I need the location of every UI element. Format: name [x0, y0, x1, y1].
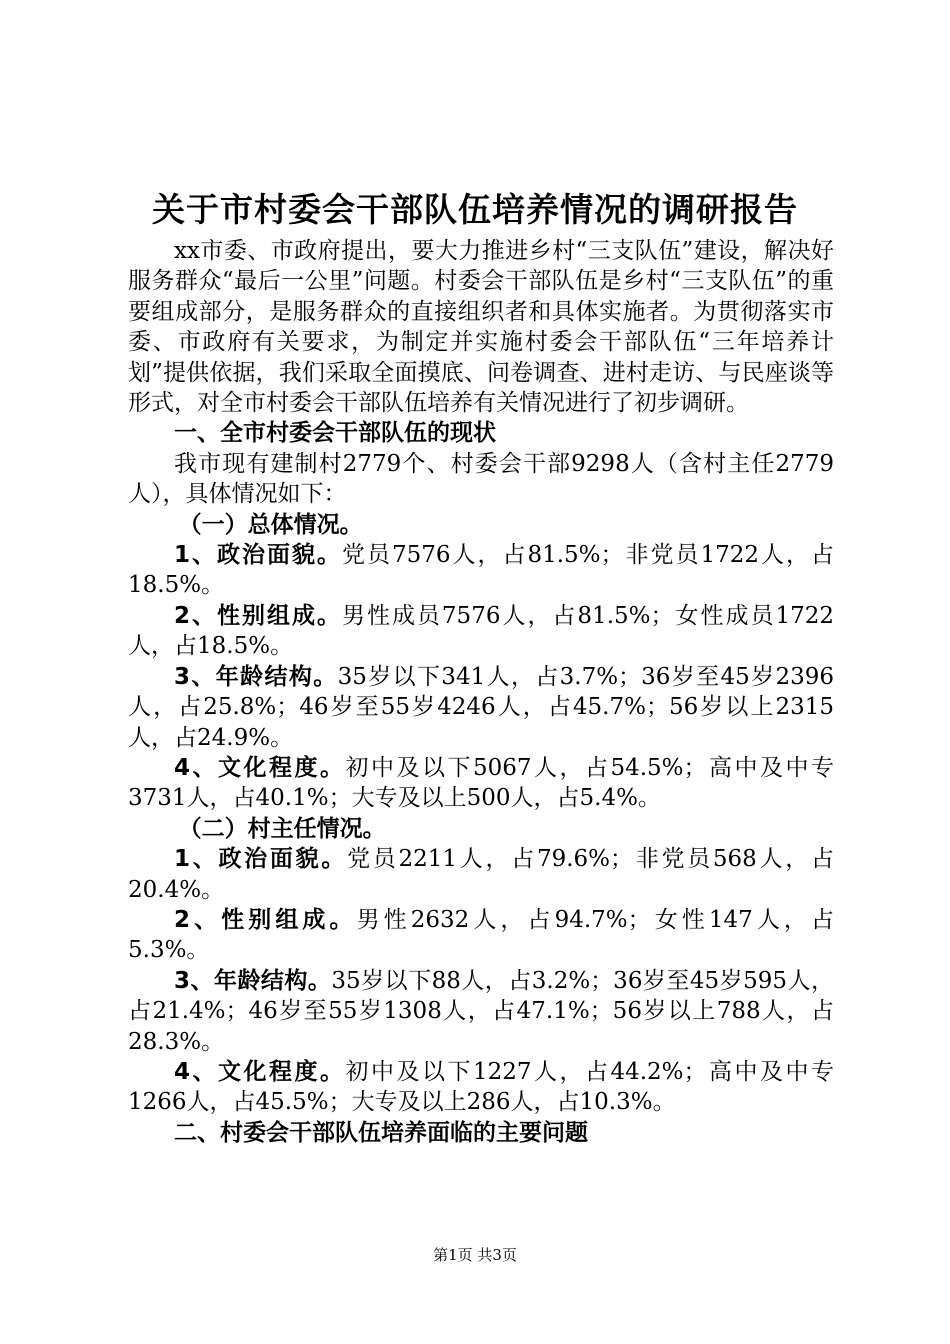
item-lead: 4、文化程度。	[174, 1058, 346, 1085]
list-item	[128, 753, 834, 814]
item-lead: 1、政治面貌。	[174, 846, 348, 873]
item-text: 35岁以下88人，占3.2%；36岁至45岁595人，占21.4%；46岁至55岁1308人，占47.1%；56岁以上788人，占28.3%。	[128, 967, 834, 1055]
item-lead: 3、年龄结构。	[174, 663, 338, 690]
item-lead: 2、性别组成。	[174, 906, 357, 933]
list-item	[128, 1057, 834, 1118]
item-lead: 2、性别组成。	[174, 602, 342, 629]
item-lead: 1、政治面貌。	[174, 542, 342, 569]
document-title: 关于市村委会干部队伍培养情况的调研报告	[152, 190, 798, 229]
intro-paragraph: xx市委、市政府提出，要大力推进乡村“三支队伍”建设，解决好服务群众“最后一公里”问题。村委会干部队伍是乡村“三支队伍”的重要组成部分，是服务群众的直接组织者和具体实施者。为贯彻落实市委、市政府有关要求，为制定并实施村委会干部队伍“三年培养计划”提供依据，我们采取全面摸底、问卷调查、进村走访、与民座谈等形式，对全市村委会干部队伍培养有关情况进行了初步调研。	[128, 238, 834, 417]
list-item	[128, 662, 834, 753]
list-item	[128, 905, 834, 966]
subsection-heading: （二）村主任情况。	[178, 815, 386, 842]
document-body	[128, 236, 834, 1148]
item-text: 35岁以下341人，占3.7%；36岁至45岁2396人，占25.8%；46岁至55岁4246人，占45.7%；56岁以上2315人，占24.9%。	[128, 663, 834, 751]
section-heading: 一、全市村委会干部队伍的现状	[174, 420, 496, 447]
item-text: 男性成员7576人，占81.5%；女性成员1722人，占18.5%。	[128, 602, 834, 660]
list-item	[128, 844, 834, 905]
list-item	[128, 601, 834, 662]
subsection-heading: （一）总体情况。	[178, 511, 363, 538]
list-item	[128, 540, 834, 601]
item-lead: 4、文化程度。	[174, 754, 346, 781]
item-text: 初中及以下1227人，占44.2%；高中及中专1266人，占45.5%；大专及以上286人，占10.3%。	[128, 1058, 834, 1116]
section-summary: 我市现有建制村2779个、村委会干部9298人（含村主任2779人），具体情况如下：	[128, 450, 834, 508]
list-item	[128, 966, 834, 1057]
item-text: 党员2211人，占79.6%；非党员568人，占20.4%。	[128, 846, 834, 903]
item-lead: 3、年龄结构。	[174, 967, 332, 994]
item-text: 党员7576人，占81.5%；非党员1722人，占18.5%。	[128, 542, 834, 599]
item-text: 初中及以下5067人，占54.5%；高中及中专3731人，占40.1%；大专及以上500人，占5.4%。	[128, 754, 834, 812]
page-number: 第1页 共3页	[433, 1246, 517, 1264]
section-heading: 二、村委会干部队伍培养面临的主要问题	[174, 1119, 588, 1146]
item-text: 男性2632人，占94.7%；女性147人，占5.3%。	[128, 906, 834, 964]
